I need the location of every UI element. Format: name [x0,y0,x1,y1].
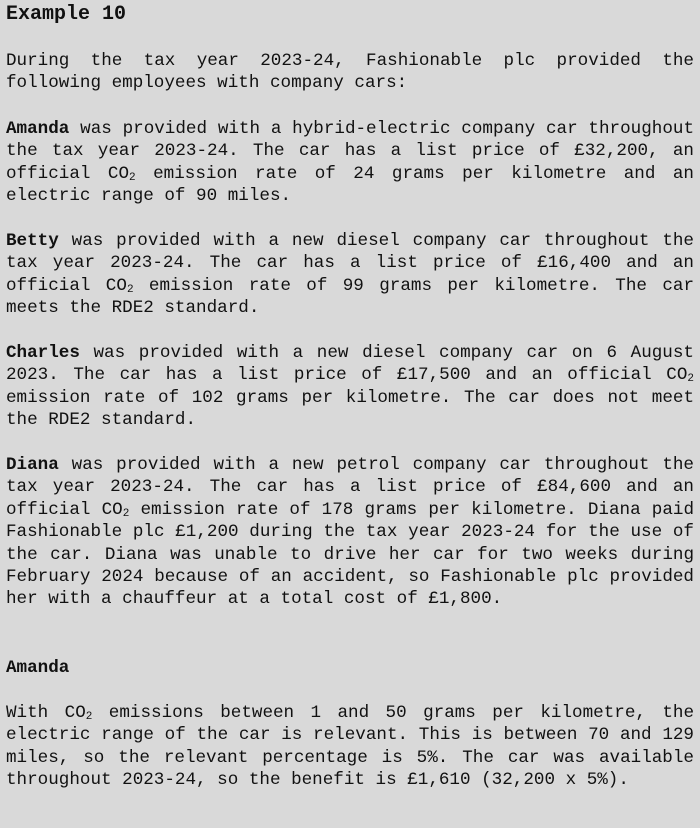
betty-paragraph [6,230,694,320]
betty-text-a: was provided with a new diesel company car throughout the tax year 2023-24. The car has a list price of £16,400 and an official CO [6,231,694,296]
diana-paragraph [6,454,694,611]
betty-name: Betty [6,231,59,251]
diana-text-b: emission rate of 178 grams per kilometre. Diana paid Fashionable plc £1,200 during the tax year 2023-24 for the use of the car. Diana was unable to drive her car for two weeks during February 2024 because of an accident, so Fashionable plc provided her with a chauffeur at a total cost of £1,800. [6,499,695,610]
answer-text-b: emissions between 1 and 50 grams per kilometre, the electric range of the car is relevant. This is between 70 and 129 miles, so the relevant percentage is 5%. The car was available throughout 2023-24, so the benefit is £1,610 (32,200 x 5%). [6,703,695,791]
charles-name: Charles [6,343,80,363]
answer-heading: Amanda [6,658,70,678]
answer-co2-subscript: 2 [85,711,93,723]
diana-text-a: was provided with a new petrol company car throughout the tax year 2023-24. The car has a list price of £84,600 and an official CO [6,455,694,520]
answer-text-a: With CO [6,703,86,723]
intro-paragraph: During the tax year 2023-24, Fashionable plc provided the following employees with company cars: [6,51,694,94]
charles-text-b: emission rate of 102 grams per kilometre. The car does not meet the RDE2 standard. [6,387,694,431]
charles-paragraph [6,342,694,432]
amanda-text-b: emission rate of 24 grams per kilometre and an electric range of 90 miles. [6,163,694,207]
amanda-paragraph [6,118,694,208]
example-heading: Example 10 [6,3,127,26]
charles-co2-subscript: 2 [687,373,694,386]
amanda-co2-subscript: 2 [129,171,136,184]
amanda-name: Amanda [6,119,70,139]
amanda-text-a: was provided with a hybrid-electric company car throughout the tax year 2023-24. The car has a list price of £32,200, an official CO [6,119,694,184]
charles-text-a: was provided with a new diesel company car on 6 August 2023. The car has a list price of £17,500 and an official CO [6,343,694,386]
betty-co2-subscript: 2 [126,283,134,296]
answer-paragraph [6,702,694,792]
betty-text-b: emission rate of 99 grams per kilometre. The car meets the RDE2 standard. [6,275,695,319]
diana-co2-subscript: 2 [122,507,130,520]
diana-name: Diana [6,455,59,475]
